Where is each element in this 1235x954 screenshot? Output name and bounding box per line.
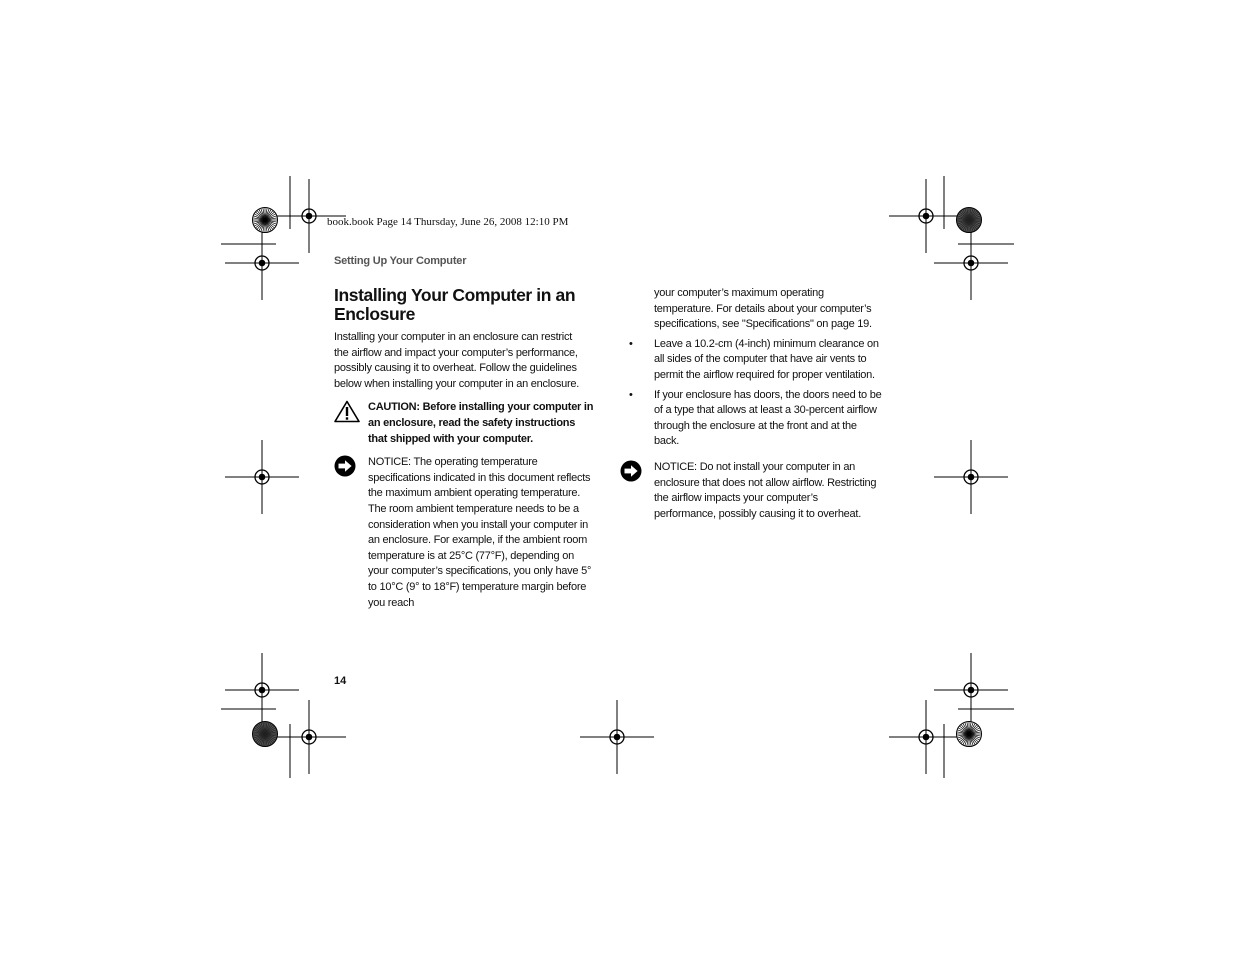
star-target-bottom-right xyxy=(957,722,982,747)
page-title: Installing Your Computer in an Enclosure xyxy=(334,285,576,324)
caution-label: CAUTION: xyxy=(368,401,420,414)
notice-block xyxy=(334,455,596,611)
registration-mark xyxy=(934,653,1008,727)
registration-mark xyxy=(889,179,963,253)
notice-text: The operating temperature specifications indicated in this document reflects the maximum ambient operating temperature. The room ambient temperature needs to be a consideration when you install your computer in an enclosure. For example, if the ambient room temperature is at 25°C (77°F), depending on your computer’s specifications, you only have 5° to 10°C (9° to 18°F) temperature margin before you reach xyxy=(368,456,592,609)
registration-mark xyxy=(225,440,299,514)
notice-arrow-icon xyxy=(620,460,642,482)
star-target-bottom-left xyxy=(253,722,278,747)
notice-block xyxy=(620,460,882,522)
running-head: Setting Up Your Computer xyxy=(334,255,467,267)
print-slug: book.book Page 14 Thursday, June 26, 2008 12:10 PM xyxy=(327,216,569,228)
bullet-list xyxy=(620,337,882,450)
registration-mark xyxy=(225,653,299,727)
warning-triangle-icon xyxy=(334,400,360,423)
left-column xyxy=(334,286,596,619)
list-item: • Leave a 10.2-cm (4-inch) minimum clearance on all sides of the computer that have air vents to permit the airflow required for proper ventilation. xyxy=(620,337,882,384)
caution-text: Before installing your computer in an enclosure, read the safety instructions that shipped with your computer. xyxy=(368,401,594,445)
registration-mark xyxy=(272,700,346,774)
intro-paragraph: Installing your computer in an enclosure can restrict the airflow and impact your computer’s performance, possibly causing it to overheat. Follow the guidelines below when installing your computer in an enclosure. xyxy=(334,331,580,390)
registration-mark xyxy=(580,700,654,774)
registration-mark xyxy=(934,440,1008,514)
notice-text: Do not install your computer in an enclosure that does not allow airflow. Restricting the airflow impacts your computer’s performance, possibly causing it to overheat. xyxy=(654,460,877,520)
star-target-top-right xyxy=(957,208,982,233)
list-item: • If your enclosure has doors, the doors need to be of a type that allows at least a 30-percent airflow through the enclosure at the front and at the back. xyxy=(620,388,882,450)
notice-label: NOTICE: xyxy=(368,456,411,469)
notice-arrow-icon xyxy=(334,455,356,477)
notice-label: NOTICE: xyxy=(654,460,697,473)
star-target-top-left xyxy=(253,208,278,233)
caution-block xyxy=(334,400,596,447)
registration-mark xyxy=(934,226,1008,300)
right-column xyxy=(620,286,882,530)
page-number: 14 xyxy=(334,675,347,687)
notice-continuation: your computer’s maximum operating temperature. For details about your computer’s specifications, see "Specifications" on page 19. xyxy=(654,287,872,331)
registration-mark xyxy=(889,700,963,774)
registration-mark xyxy=(225,226,299,300)
